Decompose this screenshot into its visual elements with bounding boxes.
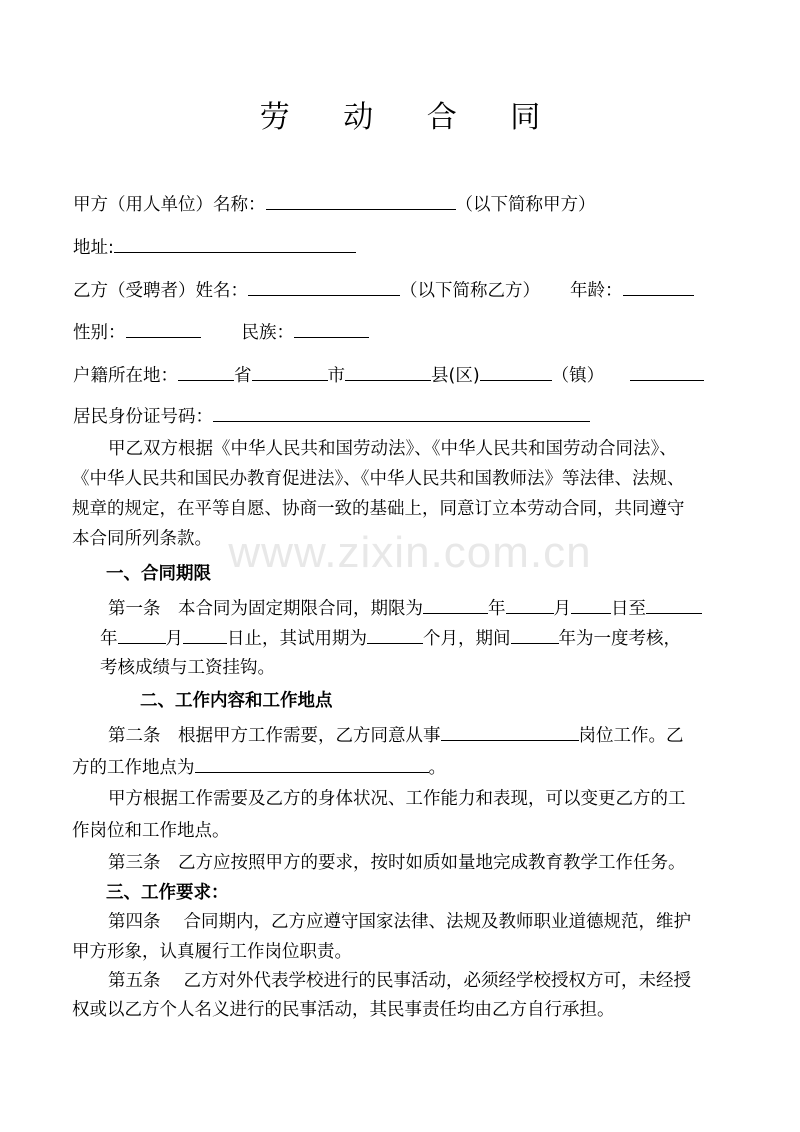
- article-4-line-2: 甲方形象，认真履行工作岗位职责。: [72, 942, 352, 962]
- probation-text: 日止，其试用期为: [227, 629, 367, 649]
- article-2-para-line-1: 甲方根据工作需要及乙方的身体状况、工作能力和表现，可以变更乙方的工: [108, 789, 686, 809]
- party-a-label: 甲方（用人单位）名称：: [73, 195, 266, 215]
- article-2-line-2: [72, 753, 446, 780]
- household-row: [73, 361, 704, 388]
- article-1-text: 第一条 本合同为固定期限合同，期限为: [108, 599, 423, 619]
- gender-label: 性别：: [73, 323, 126, 343]
- party-a-name-field[interactable]: [266, 190, 456, 210]
- party-a-row: [73, 190, 596, 217]
- id-number-field[interactable]: [213, 402, 590, 422]
- work-location-field[interactable]: [195, 753, 429, 773]
- months-period-text: 个月，期间: [423, 629, 511, 649]
- end-month-field[interactable]: [118, 624, 166, 644]
- gender-field[interactable]: [126, 318, 201, 338]
- address-row: [73, 233, 356, 260]
- day-to-label: 日至: [611, 599, 646, 619]
- household-label: 户籍所在地：: [73, 366, 178, 386]
- end-day-field[interactable]: [183, 624, 227, 644]
- article-2-text-b: 岗位工作。乙: [578, 726, 684, 746]
- start-day-field[interactable]: [571, 594, 611, 614]
- preamble-line-3: 规章的规定，在平等自愿、协商一致的基础上，同意订立本劳动合同，共同遵守: [72, 499, 685, 519]
- ethnicity-field[interactable]: [294, 318, 369, 338]
- article-5-line-2: 权或以乙方个人名义进行的民事活动，其民事责任均由乙方自行承担。: [72, 1000, 615, 1020]
- preamble-line-4: 本合同所列条款。: [72, 529, 212, 549]
- month-label-2: 月: [165, 629, 183, 649]
- work-location-label: 方的工作地点为: [72, 758, 195, 778]
- section-2-heading: 二、工作内容和工作地点: [140, 691, 333, 711]
- article-1-line-1: [108, 594, 702, 621]
- article-2-text: 第二条 根据甲方工作需要，乙方同意从事: [108, 726, 441, 746]
- assessment-year-field[interactable]: [511, 624, 559, 644]
- article-1-line-3: 考核成绩与工资挂钩。: [100, 658, 275, 678]
- month-label: 月: [553, 599, 571, 619]
- province-label: 省: [234, 366, 252, 386]
- age-label: 年龄：: [570, 281, 623, 301]
- end-year-field[interactable]: [646, 594, 702, 614]
- address-label: 地址:: [73, 238, 114, 258]
- preamble-line-1: 甲乙双方根据《中华人民共和国劳动法》、《中华人民共和国劳动合同法》、: [108, 439, 677, 459]
- preamble-line-2: 《中华人民共和国民办教育促进法》、《中华人民共和国教师法》等法律、法规、: [72, 469, 685, 489]
- address-field[interactable]: [114, 233, 356, 253]
- article-1-line-2: [100, 624, 681, 651]
- town-extra-field[interactable]: [630, 361, 704, 381]
- section-1-heading: 一、合同期限: [106, 564, 211, 584]
- assessment-text: 年为一度考核，: [558, 629, 681, 649]
- position-field[interactable]: [441, 721, 579, 741]
- watermark: www.zixin.com.cn: [228, 528, 592, 577]
- id-label: 居民身份证号码：: [73, 407, 213, 427]
- party-b-suffix: （以下简称乙方）: [400, 281, 540, 301]
- city-field[interactable]: [252, 361, 328, 381]
- gender-row: [73, 318, 369, 345]
- section-3-heading: 三、工作要求：: [106, 883, 229, 903]
- county-label: 县(区): [431, 366, 480, 386]
- ethnicity-label: 民族：: [241, 323, 294, 343]
- party-b-row: [73, 276, 694, 303]
- article-3: 第三条 乙方应按照甲方的要求，按时如质如量地完成教育教学工作任务。: [108, 853, 686, 873]
- article-5-line-1: 第五条 乙方对外代表学校进行的民事活动，必须经学校授权方可，未经授: [108, 971, 692, 991]
- party-a-suffix: （以下简称甲方）: [455, 195, 596, 215]
- party-b-name-field[interactable]: [248, 276, 400, 296]
- city-label: 市: [327, 366, 345, 386]
- probation-months-field[interactable]: [367, 624, 423, 644]
- start-year-field[interactable]: [423, 594, 488, 614]
- article-4-line-1: 第四条 合同期内，乙方应遵守国家法律、法规及教师职业道德规范，维护: [108, 912, 692, 932]
- year-label-2: 年: [100, 629, 118, 649]
- town-field[interactable]: [480, 361, 552, 381]
- article-2-para-line-2: 作岗位和工作地点。: [72, 821, 230, 841]
- county-field[interactable]: [345, 361, 431, 381]
- start-month-field[interactable]: [506, 594, 554, 614]
- town-label: （镇）: [551, 366, 605, 386]
- province-field[interactable]: [178, 361, 234, 381]
- id-row: [73, 402, 590, 429]
- year-label: 年: [488, 599, 506, 619]
- document-title: 劳 动 合 同: [259, 100, 563, 135]
- party-b-label: 乙方（受聘者）姓名：: [73, 281, 248, 301]
- age-field[interactable]: [623, 276, 694, 296]
- article-2-line-1: [108, 721, 684, 748]
- period-mark: 。: [428, 758, 446, 778]
